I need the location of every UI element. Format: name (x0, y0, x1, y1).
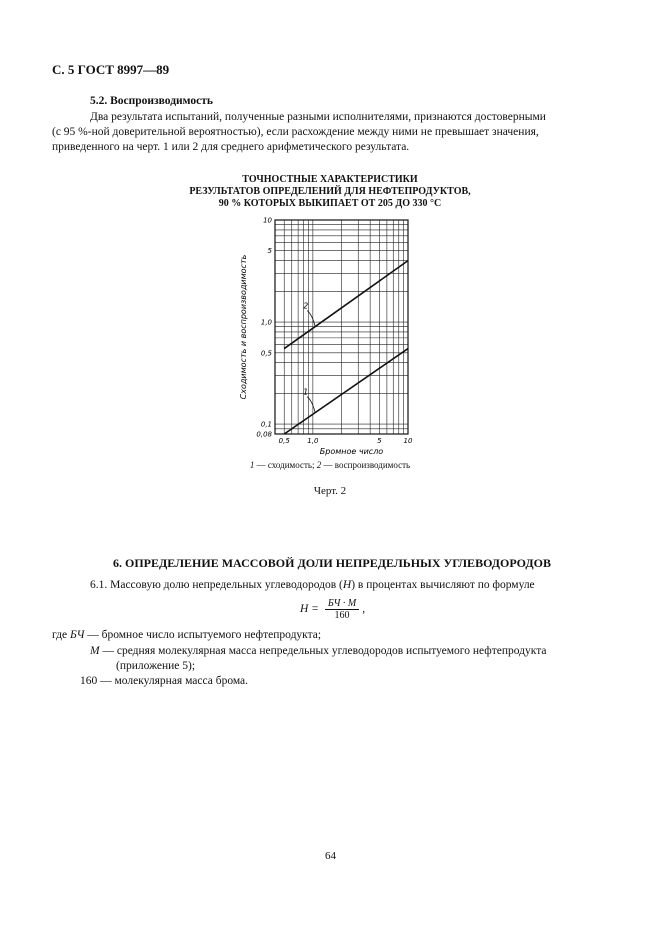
formula-lhs: Н = (300, 603, 319, 616)
where-m-desc2: (приложение 5); (116, 660, 196, 672)
section-5-2-line1: Два результата испытаний, полученные разными исполнителями, признаются достоверными (90, 111, 546, 123)
where-bch (52, 628, 321, 643)
y-tick-label: 0,08 (256, 430, 272, 439)
y-tick-label: 0,5 (260, 349, 272, 358)
chart-title-line2: РЕЗУЛЬТАТОВ ОПРЕДЕЛЕНИЙ ДЛЯ НЕФТЕПРОДУКТОВ, (189, 186, 471, 197)
where-m (90, 644, 610, 674)
chart-title-line1: ТОЧНОСТНЫЕ ХАРАКТЕРИСТИКИ (242, 174, 418, 185)
formula-denominator: 160 (334, 610, 350, 621)
where-bch-symbol: БЧ (69, 629, 85, 641)
section-5-2-text (52, 110, 612, 155)
y-tick-label: 5 (267, 247, 272, 256)
where-bch-desc: — бромное число испытуемого нефтепродукта; (84, 629, 322, 641)
where-m-desc1: — средняя молекулярная масса непредельных углеводородов испытуемого нефтепродукта (99, 645, 547, 657)
page-header: С. 5 ГОСТ 8997—89 (52, 62, 170, 77)
where-lead: где (52, 629, 70, 641)
chart-series (284, 261, 408, 434)
y-tick-label: 0,1 (260, 420, 272, 429)
chart-legend (100, 460, 560, 470)
legend-text-1: — сходимость; (254, 460, 317, 470)
section-5-2-title: 5.2. Воспроизводимость (90, 95, 213, 107)
chart-title-line3: 90 % КОТОРЫХ ВЫКИПАЕТ ОТ 205 ДО 330 °С (218, 198, 442, 209)
formula-numerator: БЧ · М (325, 598, 359, 610)
legend-text-2: — воспроизводимость (321, 460, 411, 470)
where-160 (80, 674, 248, 689)
formula (300, 598, 365, 621)
y-tick-label: 1,0 (260, 318, 272, 327)
chart-title (100, 174, 560, 210)
x-tick-label: 5 (377, 437, 382, 445)
section-6-1-text (90, 579, 535, 591)
section-6-title: 6. ОПРЕДЕЛЕНИЕ МАССОВОЙ ДОЛИ НЕПРЕДЕЛЬНЫХ УГЛЕВОДОРОДОВ (113, 556, 551, 570)
formula-tail: , (362, 603, 366, 616)
x-axis-label: Бромное число (319, 447, 384, 456)
p61-part-a: 6.1. Массовую долю непредельных углеводородов ( (90, 579, 343, 591)
legend-num-2: 2 (316, 460, 322, 470)
formula-fraction (325, 598, 359, 621)
p61-variable: Н (342, 579, 352, 591)
p61-part-b: ) в процентах вычисляют по формуле (351, 579, 535, 591)
where-160-symbol: 160 (80, 675, 98, 687)
x-tick-label: 0,5 (278, 437, 290, 445)
y-tick-label: 10 (263, 216, 272, 225)
legend-num-1: 1 (249, 460, 255, 470)
page-number: 64 (325, 850, 336, 862)
where-160-desc: — молекулярная масса брома. (97, 675, 249, 687)
section-5-2-line: (с 95 %-ной доверительной вероятностью), если расхождение между ними не превышает значения, (52, 126, 539, 138)
x-tick-label: 10 (403, 437, 413, 445)
where-m-symbol: М (90, 645, 100, 657)
figure-caption: Черт. 2 (313, 485, 347, 497)
x-tick-label: 1,0 (307, 437, 319, 445)
chart-grid (275, 220, 408, 434)
y-axis-label: Сходимость и воспроизводимость (239, 254, 248, 400)
chart-figure (230, 212, 430, 457)
series-label-1: 1 (303, 387, 309, 397)
section-5-2-line (52, 110, 612, 125)
section-5-2-line: приведенного на черт. 1 или 2 для среднего арифметического результата. (52, 141, 410, 153)
series-label-2: 2 (303, 301, 309, 311)
where-m-line1 (90, 644, 610, 659)
